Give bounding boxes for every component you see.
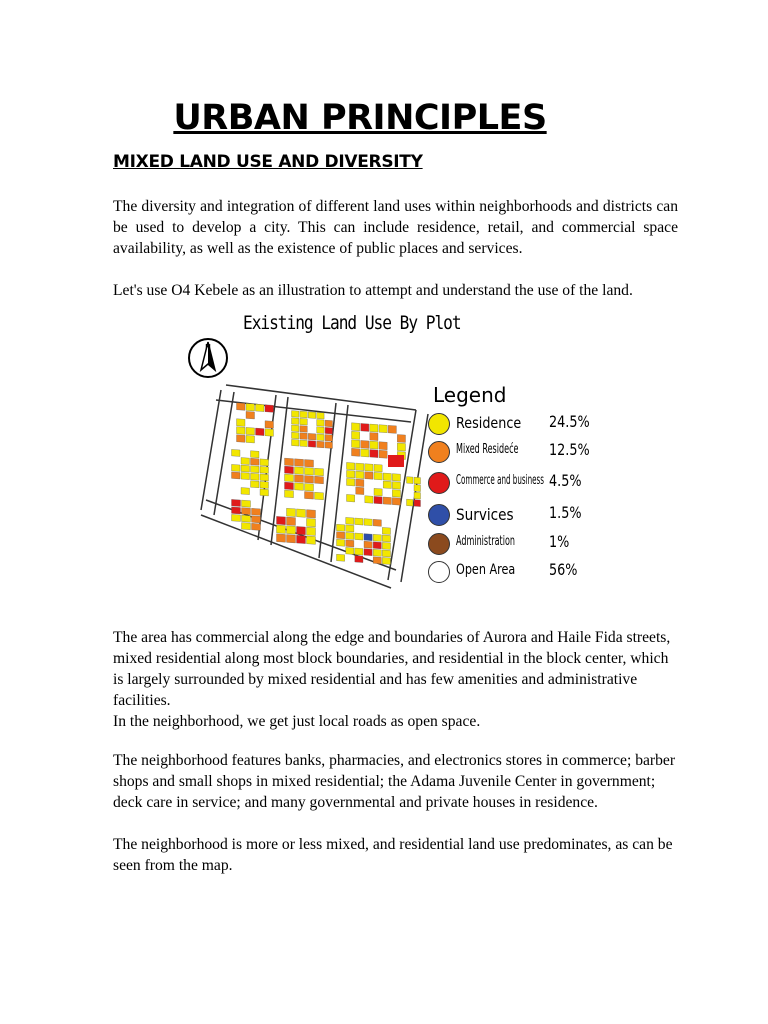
plot xyxy=(414,477,421,484)
legend-swatch xyxy=(428,561,450,583)
page-title: URBAN PRINCIPLES xyxy=(173,98,547,138)
plot xyxy=(242,508,251,515)
plot xyxy=(300,426,307,433)
plot xyxy=(397,443,405,451)
bullet-icon xyxy=(88,750,113,813)
legend-percent: 1.5% xyxy=(549,503,582,522)
plot xyxy=(352,448,360,456)
plot xyxy=(373,549,381,556)
plot xyxy=(260,481,269,488)
plot xyxy=(317,420,324,427)
plot xyxy=(307,510,316,518)
plot xyxy=(241,473,250,480)
plot xyxy=(361,440,369,448)
plot xyxy=(252,516,261,523)
legend-item xyxy=(428,471,608,497)
legend-percent: 56% xyxy=(549,560,578,579)
legend-item xyxy=(428,503,608,529)
plot xyxy=(365,496,373,504)
plot xyxy=(325,427,332,434)
plot xyxy=(365,472,373,480)
plot xyxy=(232,449,241,456)
plot xyxy=(355,548,363,555)
plot xyxy=(352,423,360,431)
plot xyxy=(285,458,294,466)
plot xyxy=(251,458,260,465)
legend-label: Commerce and business xyxy=(456,473,544,488)
plot xyxy=(251,466,260,473)
plot xyxy=(246,427,255,435)
plot xyxy=(300,440,307,447)
plot xyxy=(392,490,400,498)
plot xyxy=(346,540,354,547)
legend-item xyxy=(428,560,608,586)
plot xyxy=(307,527,316,535)
plot xyxy=(370,433,378,441)
map-block xyxy=(277,508,316,545)
plot xyxy=(317,412,324,419)
plot xyxy=(325,420,332,427)
plot xyxy=(364,534,372,541)
plot xyxy=(373,519,381,526)
plot xyxy=(383,497,391,505)
bullet-icon xyxy=(88,280,113,301)
plot xyxy=(295,475,304,483)
plot xyxy=(364,541,372,548)
map-block xyxy=(347,462,401,505)
plot xyxy=(373,534,381,541)
plot xyxy=(300,433,307,440)
plot xyxy=(315,468,324,476)
plot xyxy=(232,507,241,514)
plot xyxy=(315,492,324,500)
plot xyxy=(337,539,345,546)
plot xyxy=(383,473,391,481)
plot xyxy=(414,500,421,507)
plot xyxy=(237,403,246,411)
plot xyxy=(374,472,382,480)
map-block xyxy=(352,423,406,460)
plot xyxy=(305,491,314,499)
plot xyxy=(292,411,299,418)
legend-item xyxy=(428,532,608,558)
plot xyxy=(308,441,315,448)
plot xyxy=(297,526,306,534)
plot xyxy=(260,466,269,473)
plot xyxy=(297,509,306,517)
paragraph-text: Let's use O4 Kebele as an illustration to attempt and understand the use of the land. xyxy=(113,282,633,299)
plot xyxy=(305,483,314,491)
plot xyxy=(382,557,390,564)
plot xyxy=(265,421,274,429)
paragraph xyxy=(88,196,678,259)
bullet-icon xyxy=(88,196,113,259)
plot xyxy=(388,425,396,433)
paragraph xyxy=(88,750,678,813)
legend-percent: 1% xyxy=(549,532,570,551)
plot xyxy=(317,434,324,441)
legend-percent: 24.5% xyxy=(549,412,590,431)
plot xyxy=(379,425,387,433)
plot xyxy=(379,450,387,458)
bullet-icon xyxy=(88,834,113,876)
plot xyxy=(346,525,354,532)
plot xyxy=(392,474,400,482)
paragraph-text: The area has commercial along the edge and boundaries of Aurora and Haile Fida streets, mixed residential along most block boundaries, and residential in the block center, which is largely surrounded by mixed residential and has few amenities and administrative facilities. xyxy=(113,629,671,709)
plot xyxy=(305,459,314,467)
plot xyxy=(325,442,332,449)
plot xyxy=(315,476,324,484)
paragraph-text: In the neighborhood, we get just local roads as open space. xyxy=(113,713,481,730)
plot xyxy=(246,435,255,443)
plot xyxy=(317,441,324,448)
section-heading: MIXED LAND USE AND DIVERSITY xyxy=(113,152,423,172)
map-block xyxy=(237,403,274,445)
plot xyxy=(355,556,363,563)
plot xyxy=(325,435,332,442)
plot xyxy=(295,459,304,467)
plot xyxy=(382,550,390,557)
plot xyxy=(364,519,372,526)
legend-swatch xyxy=(428,472,450,494)
section-heading-row xyxy=(88,152,688,172)
plot xyxy=(232,499,241,506)
plot xyxy=(305,475,314,483)
plot xyxy=(285,474,294,482)
plot xyxy=(356,479,364,487)
plot xyxy=(232,464,241,471)
plot xyxy=(305,467,314,475)
plot xyxy=(373,542,381,549)
bullet-icon xyxy=(88,627,113,711)
plot xyxy=(382,527,390,534)
bullet-icon xyxy=(88,711,113,732)
plot xyxy=(232,472,241,479)
plot xyxy=(356,487,364,495)
plot xyxy=(292,418,299,425)
plot xyxy=(265,429,274,437)
plot xyxy=(256,404,265,412)
paragraph xyxy=(88,711,678,732)
plot xyxy=(307,518,316,526)
plot xyxy=(379,442,387,450)
paragraph-text: The neighborhood is more or less mixed, and residential land use predominates, as can be seen from the map. xyxy=(113,836,673,874)
legend-swatch xyxy=(428,441,450,463)
plot xyxy=(347,470,355,478)
plot xyxy=(260,459,269,466)
plot xyxy=(337,554,345,561)
legend-percent: 12.5% xyxy=(549,440,590,459)
plot xyxy=(295,483,304,491)
plot xyxy=(285,466,294,474)
plot xyxy=(374,496,382,504)
plot xyxy=(382,542,390,549)
plot xyxy=(252,508,261,515)
plot xyxy=(352,440,360,448)
map-block xyxy=(232,449,269,496)
plot xyxy=(241,458,250,465)
plot xyxy=(347,494,355,502)
legend-label: Administration xyxy=(456,534,515,549)
map-title: Existing Land Use By Plot xyxy=(243,312,461,334)
road-line xyxy=(216,400,411,422)
plot xyxy=(383,481,391,489)
plot xyxy=(237,435,246,443)
plot xyxy=(361,423,369,431)
plot xyxy=(251,451,260,458)
plot xyxy=(242,515,251,522)
legend-item xyxy=(428,412,608,438)
plot xyxy=(374,464,382,472)
paragraph-text: The neighborhood features banks, pharmacies, and electronics stores in commerce; barber shops and small shops in mixed residential; the Adama Juvenile Center in government; deck care in service; and many governmental and private houses in residence. xyxy=(113,752,676,811)
plot xyxy=(287,517,296,525)
plot xyxy=(246,403,255,411)
map-block xyxy=(285,458,324,500)
plot xyxy=(337,524,345,531)
plots-layer xyxy=(232,403,421,565)
plot xyxy=(308,412,315,419)
plot xyxy=(242,500,251,507)
plot xyxy=(292,425,299,432)
plot xyxy=(260,489,269,496)
legend-swatch xyxy=(428,413,450,435)
plot xyxy=(382,535,390,542)
plot xyxy=(241,465,250,472)
plot xyxy=(300,411,307,418)
legend-swatch xyxy=(428,504,450,526)
plot xyxy=(277,525,286,533)
plot xyxy=(260,474,269,481)
plot xyxy=(373,557,381,564)
plot xyxy=(346,547,354,554)
plot xyxy=(365,464,373,472)
plot xyxy=(364,549,372,556)
plot xyxy=(388,455,404,467)
plot xyxy=(287,508,296,516)
plot xyxy=(300,418,307,425)
paragraph-text: The diversity and integration of different land uses within neighborhoods and districts can be used to develop a city. This can include residence, retail, and commercial space availability, as well as the existence of public places and services. xyxy=(113,198,678,257)
plot xyxy=(361,449,369,457)
plot xyxy=(242,523,251,530)
legend-item xyxy=(428,440,608,466)
plot xyxy=(292,432,299,439)
plot xyxy=(246,411,255,419)
paragraph xyxy=(88,280,678,301)
map-block xyxy=(292,411,333,449)
legend-swatch xyxy=(428,533,450,555)
plot xyxy=(287,526,296,534)
plot xyxy=(407,499,414,506)
plot xyxy=(292,439,299,446)
plot xyxy=(232,514,241,521)
plot xyxy=(256,428,265,436)
plot xyxy=(252,523,261,530)
paragraph xyxy=(88,627,678,711)
north-label: N xyxy=(205,343,211,352)
legend-label: Residence xyxy=(456,414,522,432)
plot xyxy=(295,467,304,475)
plot xyxy=(346,532,354,539)
plot xyxy=(287,535,296,543)
plot xyxy=(251,481,260,488)
plot xyxy=(307,536,316,544)
plot xyxy=(241,488,250,495)
plot xyxy=(352,431,360,439)
plot xyxy=(370,424,378,432)
plot xyxy=(237,419,246,427)
plot xyxy=(392,482,400,490)
legend-percent: 4.5% xyxy=(549,471,582,490)
plot xyxy=(356,463,364,471)
compass-icon xyxy=(189,339,227,377)
plot xyxy=(355,518,363,525)
plot xyxy=(337,532,345,539)
plot xyxy=(370,441,378,449)
plot xyxy=(297,535,306,543)
plot xyxy=(251,473,260,480)
plot xyxy=(370,450,378,458)
plot xyxy=(285,490,294,498)
plot xyxy=(265,405,274,413)
plot xyxy=(277,534,286,542)
plot xyxy=(355,533,363,540)
plot xyxy=(397,434,405,442)
plot xyxy=(277,516,286,524)
plot xyxy=(374,488,382,496)
legend-label: Mixed Resideće xyxy=(456,442,519,457)
legend-label: Survices xyxy=(456,505,514,524)
plot xyxy=(347,462,355,470)
plot xyxy=(317,427,324,434)
plot xyxy=(308,433,315,440)
paragraph xyxy=(88,834,678,876)
legend-title: Legend xyxy=(433,383,507,407)
plot xyxy=(407,477,414,484)
plot xyxy=(346,517,354,524)
plot xyxy=(414,492,421,499)
plot xyxy=(356,471,364,479)
plot xyxy=(347,478,355,486)
plot xyxy=(414,485,421,492)
plot xyxy=(285,482,294,490)
plot xyxy=(237,427,246,435)
legend-label: Open Area xyxy=(456,562,516,578)
plot xyxy=(392,498,400,506)
